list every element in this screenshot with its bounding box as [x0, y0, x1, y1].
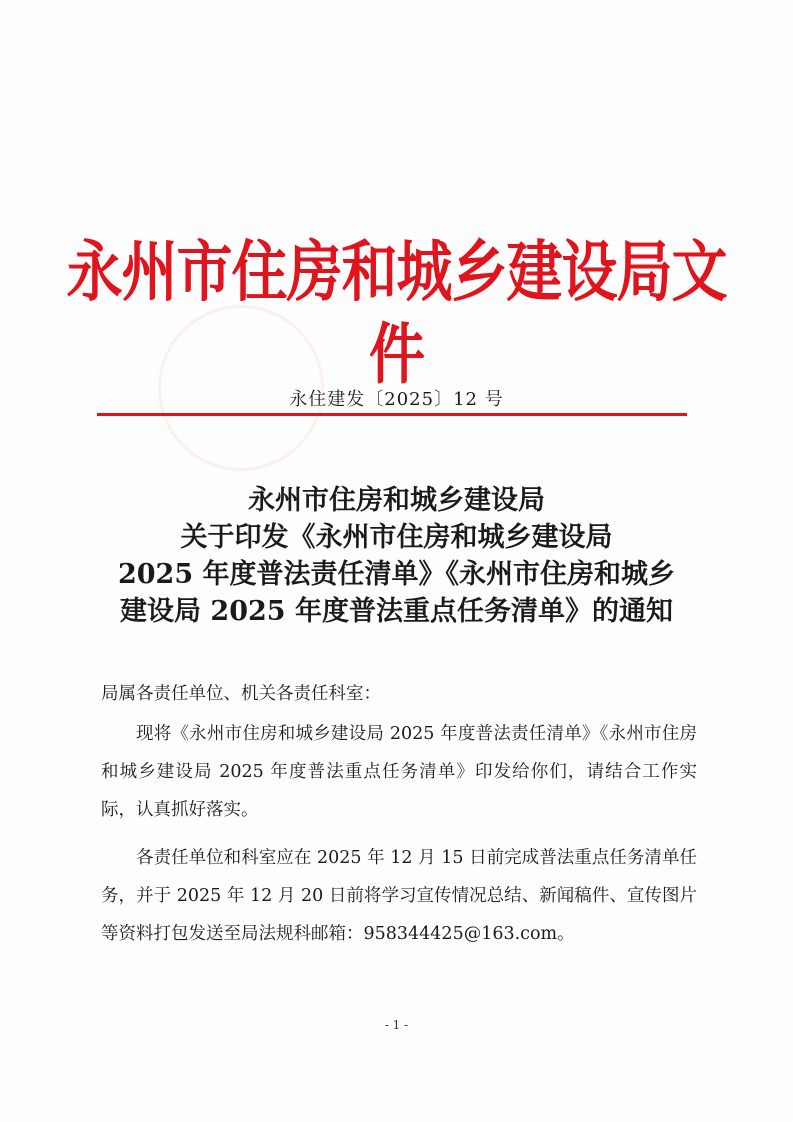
red-divider-line: [97, 413, 687, 416]
body-paragraph-2: 各责任单位和科室应在 2025 年 12 月 15 日前完成普法重点任务清单任务，并于 2025 年 12 月 20 日前将学习宣传情况总结、新闻稿件、宣传图片等资料打包发送至局法规科邮箱：958344425@163.com。: [101, 848, 697, 944]
salutation: 局属各责任单位、机关各责任科室：: [101, 684, 381, 704]
title-line: 建设局 2025 年度普法重点任务清单》的通知: [120, 596, 673, 627]
body-paragraph-1: 现将《永州市住房和城乡建设局 2025 年度普法责任清单》《永州市住房和城乡建设局 2025 年度普法重点任务清单》印发给你们，请结合工作实际，认真抓好落实。: [101, 724, 697, 820]
document-title: [60, 482, 733, 630]
document-number: 永住建发〔2025〕12 号: [289, 389, 504, 410]
page-number: - 1 -: [384, 1018, 409, 1032]
document-body: [101, 675, 697, 953]
title-line: 关于印发《永州市住房和城乡建设局: [180, 522, 613, 553]
title-line: 2025 年度普法责任清单》《永州市住房和城乡: [117, 559, 676, 590]
title-line: 永州市住房和城乡建设局: [248, 485, 545, 516]
document-masthead: 永州市住房和城乡建设局文件: [66, 234, 727, 394]
